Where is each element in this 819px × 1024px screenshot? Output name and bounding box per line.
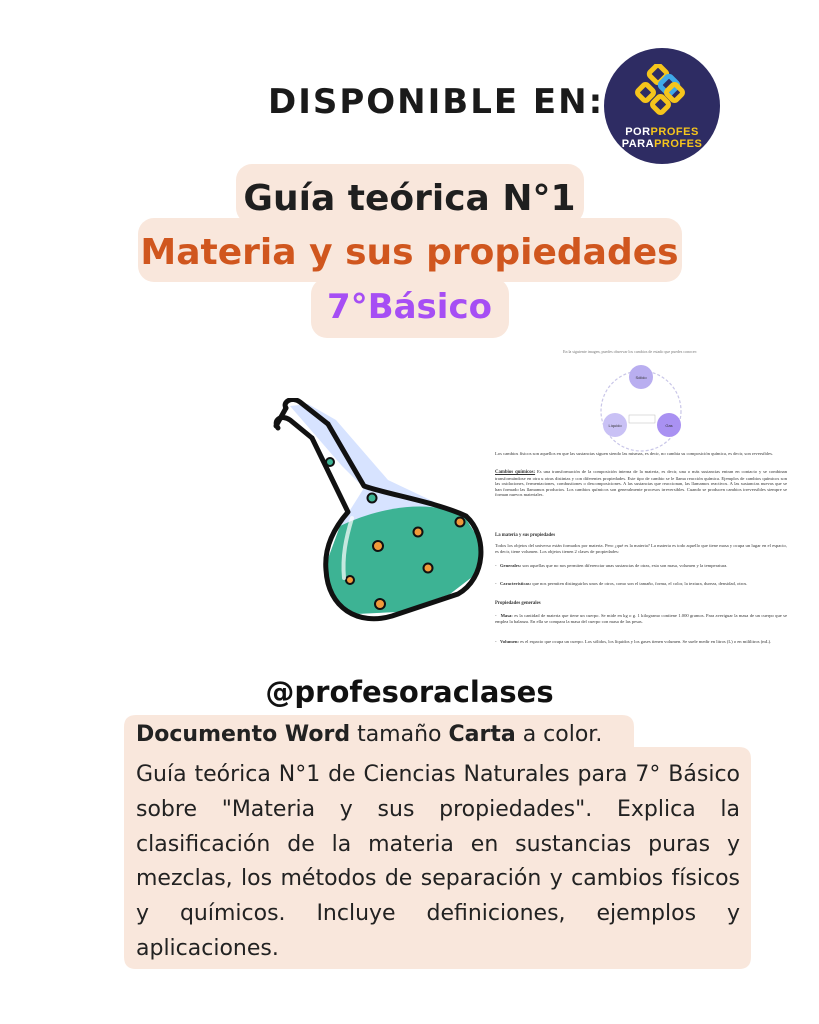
description-line-1: Documento Word tamaño Carta a color. [136,722,603,747]
diagram-label-liquid: Líquido [608,423,622,428]
porprofes-logo[interactable] [604,48,720,164]
preview-heading-2: Propiedades generales [495,601,541,606]
grade-title: 7°Básico [327,287,492,327]
available-label: DISPONIBLE EN: [268,82,605,122]
flask-icon [268,398,486,626]
document-preview [493,347,791,665]
preview-bullet-2: - Características: que nos permiten distinguirlos unos de otros, como son el tamaño, forma, el color, la textura, dureza, densidad, otros. [495,581,748,586]
diagram-label-solid: Sólido [635,375,647,380]
description-body: Guía teórica N°1 de Ciencias Naturales para 7° Básico sobre "Materia y sus propiedades". Explica la clasificación de la materia en sustancias puras y mezclas, los métodos de separación y cambios físicos y químicos. Incluye definiciones, ejemplos y aplicaciones. [136,762,740,961]
diagram-label-gas: Gas [665,423,673,428]
preview-bullet-1: - Generales: son aquellas que no nos permiten diferenciar unas sustancias de otras, esta son masa, volumen y la temperatura. [495,563,728,568]
logo-line-2: PARAPROFES [621,138,703,150]
preview-bullet-4: - Volumen: es el espacio que ocupa un cuerpo. Los sólidos, los líquidos y los gases tienen volumen. Se suele medir en litros (L) o en mililitros (mL). [495,639,772,644]
author-handle: @profesoraclases [265,675,554,709]
preview-paragraph-3: Todos los objetos del universo están formados por materia. Pero ¿qué es la materia? La materia es todo aquello que tiene masa y ocupa un lugar en el espacio, es decir, tiene volumen. Los objetos tienen 2 clases de propiedades: [495,543,787,554]
state-change-diagram [493,355,791,455]
preview-bullet-3: - Masa: es la cantidad de materia que tiene un cuerpo. Se mide en kg o g. 1 kilogramo contiene 1.000 gramos. Para averiguar la masa de un cuerpo que se emplea la balanza. En ella se compara la masa del cuerpo con masa de las pesas. [495,613,787,624]
preview-heading-1: La materia y sus propiedades [495,533,556,538]
guide-title: Guía teórica N°1 [243,178,576,219]
logo-line-1: PORPROFES [625,126,699,138]
diagram-caption: En la siguiente imagen, puedes observar los cambios de estado que puedes conocer: [563,349,698,354]
topic-title: Materia y sus propiedades [140,232,679,273]
porprofes-logo-icon [634,64,690,124]
preview-paragraph-2: Cambios químicos: Es una transformación de la composición interna de la materia, es decir, una o más sustancias entran en contacto y se combinan transformándose en otra u otras distintas y con diferentes propiedades. Este tipo de cambio se le llama reacción química. Ejemplos de cambios químicos son las oxidaciones, fermentaciones, combustiones o descomposiciones. A las sustancias que reaccionan, las llamamos reactivos. A las sustancias nuevas que se han formado las llamamos productos. Los cambios químicos son generalmente procesos irreversibles. Cuando se producen cambios irreversibles siempre se forman nuevos materiales. [495,469,787,498]
preview-paragraph-1: Los cambios físicos son aquellos en que las sustancias siguen siendo las mismas, es decir, no cambia su composición química, es decir, son reversibles. [495,451,774,456]
